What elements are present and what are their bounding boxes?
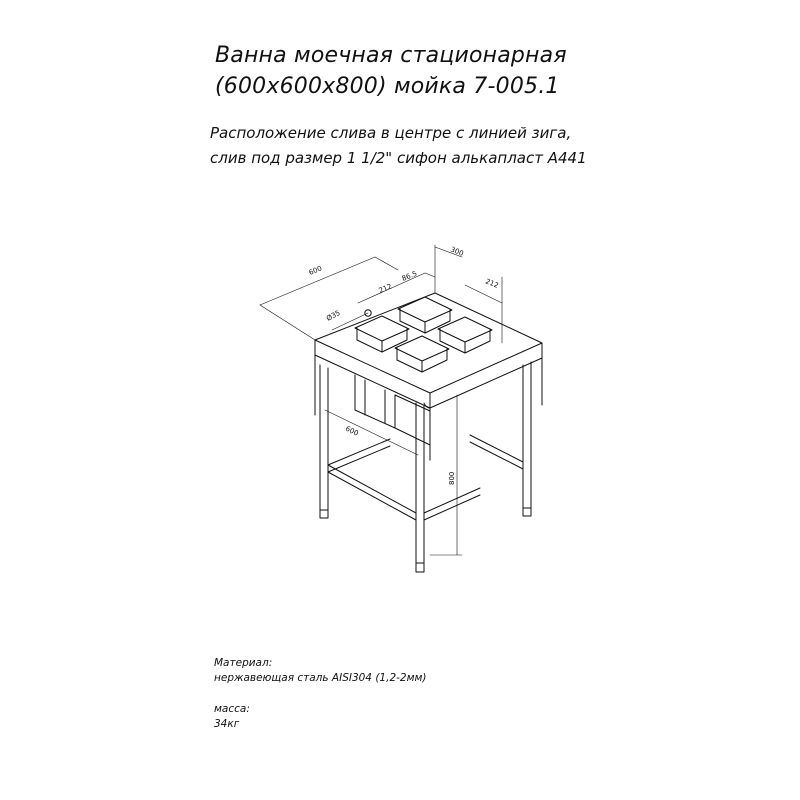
document-title <box>215 40 567 102</box>
basin-right <box>438 317 492 342</box>
dim-cell-a-label: 212 <box>377 282 394 295</box>
subtitle-line-1: Расположение слива в центре с линией зига, <box>210 124 572 142</box>
tabletop-outline <box>315 293 542 393</box>
subtitle-line-2: слив под размер 1 1/2" сифон алькапласт А441 <box>210 149 587 167</box>
document-subtitle <box>210 121 587 171</box>
dim-width-label: 600 <box>344 424 360 438</box>
mass-value: 34кг <box>214 718 240 730</box>
material-label: Материал: <box>214 657 273 669</box>
legs <box>320 362 531 572</box>
specifications <box>214 656 427 732</box>
dim-cell-c-label: 212 <box>484 277 500 290</box>
basin-front <box>395 336 449 361</box>
lower-frame <box>328 435 523 520</box>
material-value: нержавеющая сталь AISI304 (1,2-2мм) <box>214 672 427 684</box>
basin-back <box>398 297 452 322</box>
basin-left <box>355 316 409 341</box>
sink-technical-drawing <box>240 225 570 585</box>
dim-depth-label: 600 <box>307 264 324 277</box>
basins <box>355 297 492 372</box>
dim-drain-label: Ø35 <box>325 308 342 323</box>
dim-offset-label: 300 <box>449 245 465 258</box>
dim-cell-b-label: 86.5 <box>400 269 419 283</box>
title-line-1: Ванна моечная стационарная <box>215 43 567 68</box>
dim-height-label: 800 <box>448 471 456 485</box>
tabletop-front-edge <box>315 340 430 408</box>
mass-label: масса: <box>214 703 250 715</box>
title-line-2: (600x600x800) мойка 7-005.1 <box>215 74 560 99</box>
